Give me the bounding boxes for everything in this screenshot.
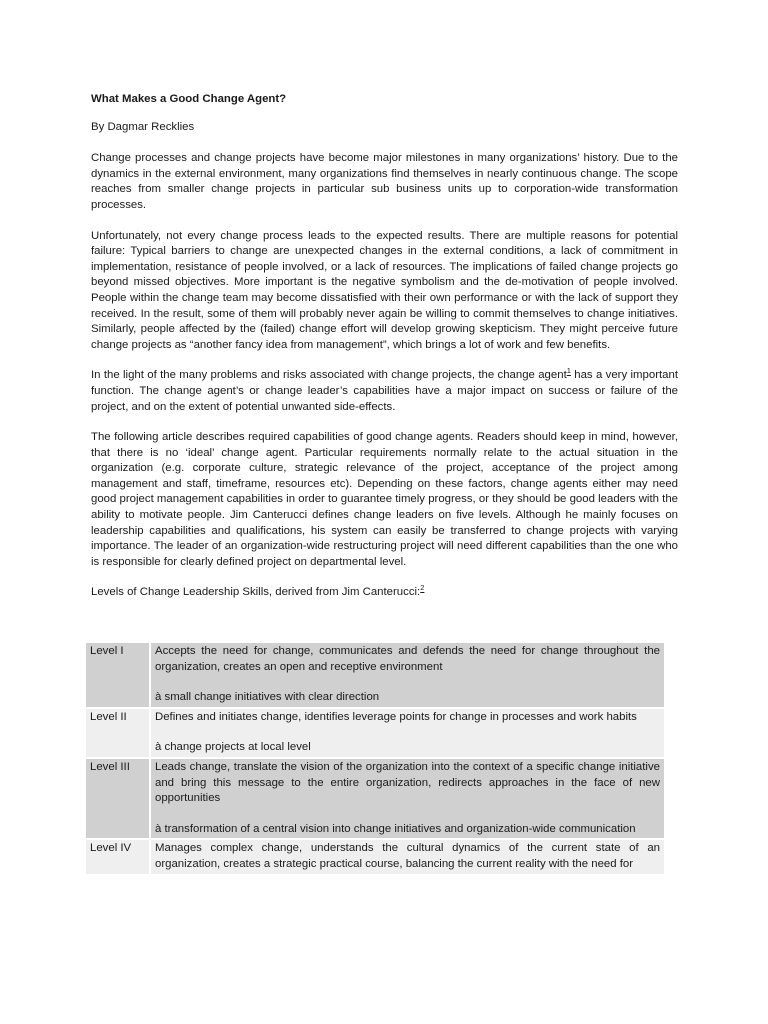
level-label: Level IV	[86, 840, 151, 873]
level-description: Leads change, translate the vision of the organization into the context of a specific change initiative and bring this message to the entire organization, redirects approaches in the face of new opportunities	[155, 760, 660, 805]
paragraph-change-agent-text-a: In the light of the many problems and risks associated with change projects, the change agent	[91, 369, 567, 382]
cell-spacer	[155, 675, 660, 690]
table-row	[86, 643, 664, 707]
paragraph-change-agent-text-b: has a very important function. The change agent’s or change leader’s capabilities have a major impact on success or failure of the project, and on the extent of potential unwanted side-effects.	[91, 369, 678, 413]
levels-table	[86, 641, 664, 876]
level-description: Accepts the need for change, communicates and defends the need for change throughout the organization, creates an open and receptive environment	[155, 645, 660, 673]
level-description-cell	[151, 840, 664, 873]
table-row	[86, 709, 664, 757]
document-title: What Makes a Good Change Agent?	[91, 93, 287, 105]
table-row	[86, 840, 664, 873]
footnote-link-1[interactable]: 1	[566, 366, 571, 376]
level-description: Manages complex change, understands the cultural dynamics of the current state of an organization, creates a strategic practical course, balancing the current reality with the need for	[155, 842, 660, 870]
footnote-link-2[interactable]: 2	[420, 583, 425, 593]
paragraph-failure: Unfortunately, not every change process leads to the expected results. There are multiple reasons for potential failure: Typical barriers to change are unexpected changes in the external conditions, a lack of commitment in implementation, resistance of people involved, or a lack of resources. The implications of failed change projects go beyond missed objectives. More important is the negative symbolism and the de-motivation of people involved. People within the change team may become dissatisfied with their own performance or with the lack of support they received. In the result, some of them will probably never again be willing to commit themselves to change initiatives. Similarly, people affected by the (failed) change effort will develop growing skepticism. They might perceive future change projects as “another fancy idea from management”, which brings a lot of work and few benefits.	[91, 229, 678, 351]
level-label: Level III	[86, 759, 151, 838]
level-description-cell	[151, 759, 664, 838]
cell-spacer	[155, 725, 660, 740]
table-row	[86, 759, 664, 838]
level-description: Defines and initiates change, identifies leverage points for change in processes and work habits	[155, 710, 637, 723]
document-body	[91, 92, 678, 613]
level-description-cell	[151, 709, 664, 757]
paragraph-intro: Change processes and change projects have become major milestones in many organizations’ history. Due to the dynamics in the external environment, many organizations find themselves in nearly continuous change. The scope reaches from smaller change projects in particular sub business units up to corporation-wide transformation processes.	[91, 152, 678, 211]
byline: By Dagmar Recklies	[91, 120, 195, 133]
level-label: Level I	[86, 643, 151, 707]
level-label: Level II	[86, 709, 151, 757]
paragraph-change-agent	[91, 368, 678, 415]
level-outcome: à transformation of a central vision into change initiatives and organization-wide communication	[155, 822, 636, 835]
level-outcome: à small change initiatives with clear direction	[155, 691, 380, 704]
cell-spacer	[155, 807, 660, 822]
level-description-cell	[151, 643, 664, 707]
level-outcome: à change projects at local level	[155, 741, 311, 754]
paragraph-levels-intro	[91, 585, 678, 601]
levels-intro-text: Levels of Change Leadership Skills, derived from Jim Canterucci:	[91, 586, 421, 599]
paragraph-capabilities: The following article describes required capabilities of good change agents. Readers should keep in mind, however, that there is no ‘ideal’ change agent. Particular requirements normally relate to the actual situation in the organization (e.g. corporate culture, strategic relevance of the project, acceptance of the project among management and staff, timeframe, resources etc). Depending on these factors, change agents either may need good project management capabilities in order to guarantee timely progress, or they should be good leaders with the ability to motivate people. Jim Canterucci defines change leaders on five levels. Although he mainly focuses on leadership capabilities and qualifications, his system can easily be transferred to change projects with varying importance. The leader of an organization-wide restructuring project will need different capabilities than the one who is responsible for clearly defined project on departmental level.	[91, 431, 678, 568]
